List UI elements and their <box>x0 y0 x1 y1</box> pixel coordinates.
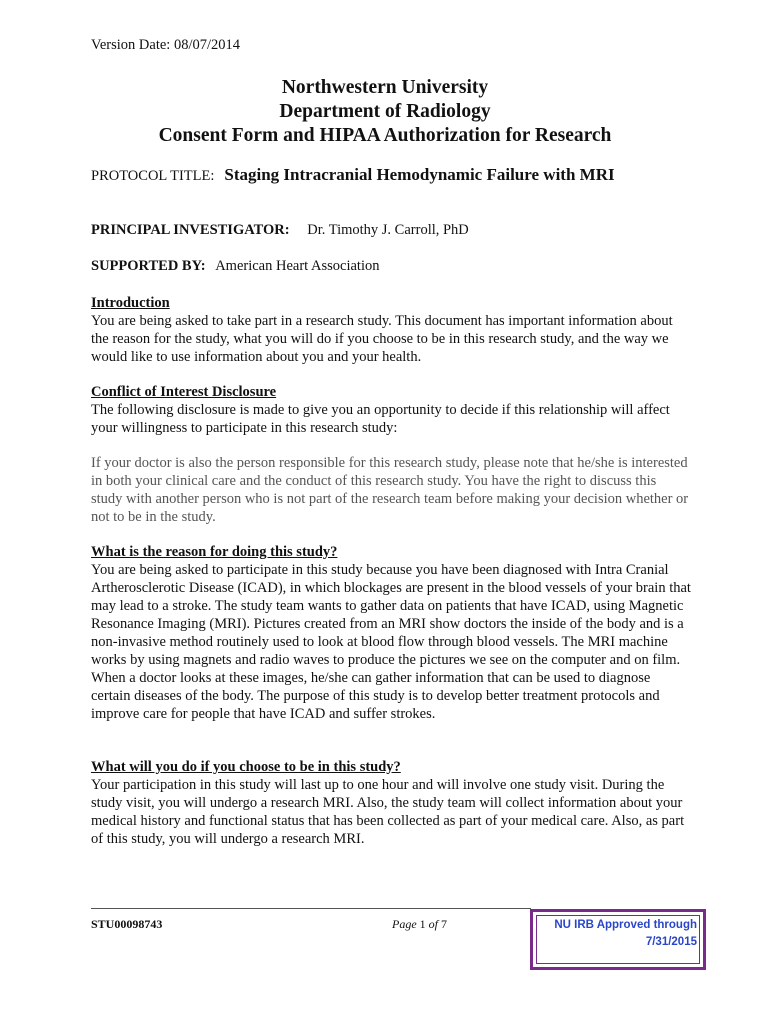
conflict-section <box>91 383 691 437</box>
protocol-title-value: Staging Intracranial Hemodynamic Failure with MRI <box>224 165 615 184</box>
what-do-section <box>91 758 691 848</box>
of-word: of <box>428 917 438 931</box>
title-form-name: Consent Form and HIPAA Authorization for Research <box>158 125 612 146</box>
title-department: Department of Radiology <box>279 101 491 122</box>
what-do-heading: What will you do if you choose to be in this study? <box>91 759 401 775</box>
irb-line-1: NU IRB Approved through <box>554 919 697 931</box>
document-title <box>0 76 770 148</box>
conflict-body: The following disclosure is made to give you an opportunity to decide if this relationship will affect your willingness to participate in this research study: <box>91 402 670 436</box>
conflict-note-text: If your doctor is also the person responsible for this research study, please note that he/she is interested in both your clinical care and the conduct of this research study. You have the right to discuss this study with another person who is not part of the research team before making your decision whether or not to be in the study. <box>91 455 689 525</box>
version-date: Version Date: 08/07/2014 <box>91 37 241 53</box>
conflict-heading: Conflict of Interest Disclosure <box>91 384 277 400</box>
principal-investigator-label: PRINCIPAL INVESTIGATOR: <box>91 222 290 238</box>
reason-heading: What is the reason for doing this study? <box>91 544 338 560</box>
supported-by-label: SUPPORTED BY: <box>91 258 206 274</box>
page-current: 1 <box>419 917 426 931</box>
page-number <box>392 917 447 932</box>
principal-investigator-row <box>91 222 469 239</box>
principal-investigator-value: Dr. Timothy J. Carroll, PhD <box>307 222 469 238</box>
introduction-heading: Introduction <box>91 295 170 311</box>
irb-approval-stamp <box>530 909 706 970</box>
irb-stamp-text <box>554 917 697 951</box>
page-total: 7 <box>441 917 447 931</box>
supported-by-row <box>91 258 379 275</box>
irb-line-2: 7/31/2015 <box>645 936 697 948</box>
title-university: Northwestern University <box>281 77 489 98</box>
introduction-body: You are being asked to take part in a research study. This document has important information about the reason for the study, what you will do if you choose to be in this research study, and the way we would like to use information about you and your health. <box>91 313 673 365</box>
page-word: Page <box>392 917 417 931</box>
study-id: STU00098743 <box>91 917 163 931</box>
footer-divider <box>91 908 531 909</box>
reason-body: You are being asked to participate in this study because you have been diagnosed with Intra Cranial Artherosclerotic Disease (ICAD), in which blockages are present in the blood vessels of your brain that may lead to a stroke. The study team wants to gather data on patients that have ICAD, using Magnetic Resonance Imaging (MRI). Pictures created from an MRI show doctors the inside of the body and is a non-invasive method routinely used to look at blood flow through blood vessels. The MRI machine works by using magnets and radio waves to produce the pictures we see on the computer and on film. When a doctor looks at these images, he/she can gather information that can be used to diagnose certain diseases of the body. The purpose of this study is to develop better treatment protocols and improve care for people that have ICAD and suffer strokes. <box>91 562 691 722</box>
reason-section <box>91 543 691 723</box>
supported-by-value: American Heart Association <box>215 258 380 274</box>
conflict-note <box>91 454 691 526</box>
what-do-body: Your participation in this study will last up to one hour and will involve one study visit. During the study visit, you will undergo a research MRI. Also, the study team will collect information about your medical history and functional status that has been collected as part of your medical care. Also, as part of this study, you will undergo a research MRI. <box>91 777 685 847</box>
protocol-title-row <box>91 165 615 185</box>
protocol-title-label: PROTOCOL TITLE: <box>91 168 215 184</box>
introduction-section <box>91 294 691 366</box>
